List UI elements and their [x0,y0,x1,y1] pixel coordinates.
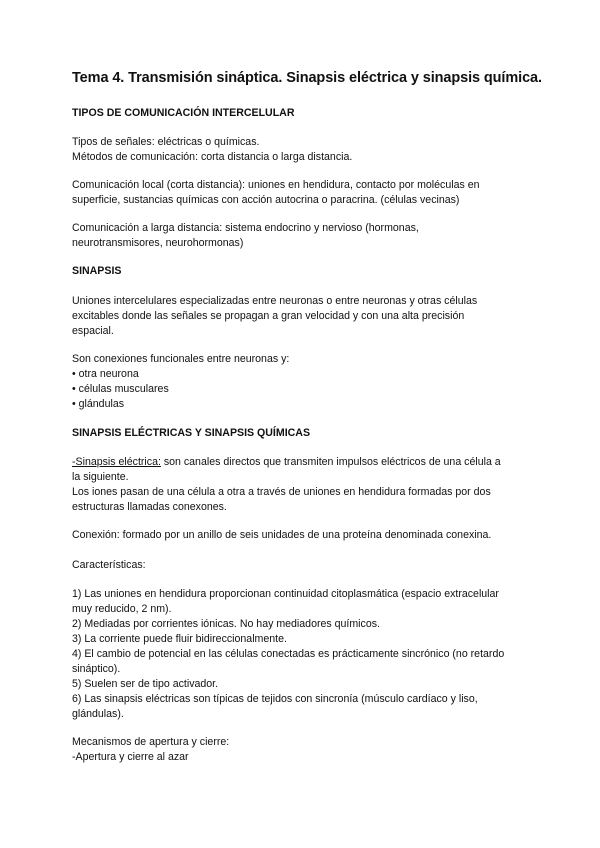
text-line: Tipos de señales: eléctricas o químicas. [72,136,260,148]
list-item: sináptico). [72,663,121,675]
paragraph-sinapsis-definicion [72,294,540,339]
list-item: • otra neurona [72,368,139,380]
text-line: espacial. [72,325,114,337]
paragraph-caracteristicas-label [72,558,540,573]
document-title: Tema 4. Transmisión sináptica. Sinapsis eléctrica y sinapsis química. [72,70,542,86]
list-item: muy reducido, 2 nm). [72,603,172,615]
text-line: Uniones intercelulares especializadas entre neuronas o entre neuronas y otras células [72,295,478,307]
paragraph-comunicacion-local [72,178,540,208]
list-item: 3) La corriente puede fluir bidireccionalmente. [72,633,287,645]
paragraph-mecanismos [72,735,540,765]
text-line: Métodos de comunicación: corta distancia o larga distancia. [72,151,353,163]
text-line: -Apertura y cierre al azar [72,751,189,763]
text-line: Mecanismos de apertura y cierre: [72,736,230,748]
text-line: neurotransmisores, neurohormonas) [72,237,244,249]
list-item: 2) Mediadas por corrientes iónicas. No hay mediadores químicos. [72,618,380,630]
paragraph-sinapsis-electrica [72,455,540,515]
list-item: • células musculares [72,383,169,395]
list-item: 6) Las sinapsis eléctricas son típicas de tejidos con sincronía (músculo cardíaco y liso, [72,693,478,705]
text-line: Características: [72,559,146,571]
section-heading-sinapsis-electricas-quimicas: SINAPSIS ELÉCTRICAS Y SINAPSIS QUÍMICAS [72,427,311,439]
text-line: Son conexiones funcionales entre neuronas y: [72,353,290,365]
caracteristicas-list [72,587,540,722]
text-line: la siguiente. [72,471,129,483]
list-item: 4) El cambio de potencial en las células conectadas es prácticamente sincrónico (no retardo [72,648,505,660]
text-line: excitables donde las señales se propagan a gran velocidad y con una alta precisión [72,310,465,322]
paragraph-conexiones-funcionales [72,352,540,412]
text-line: Comunicación local (corta distancia): uniones en hendidura, contacto por moléculas en [72,179,480,191]
text-line: superficie, sustancias químicas con acción autocrina o paracrina. (células vecinas) [72,194,460,206]
text-line: Comunicación a larga distancia: sistema endocrino y nervioso (hormonas, [72,222,419,234]
section-heading-sinapsis: SINAPSIS [72,265,122,277]
text-line [72,455,540,470]
paragraph-conexion [72,528,540,543]
list-item: • glándulas [72,398,125,410]
list-item: glándulas). [72,708,124,720]
paragraph-tipos-senales [72,135,540,165]
list-item: 1) Las uniones en hendidura proporcionan continuidad citoplasmática (espacio extracelular [72,588,499,600]
text-line: estructuras llamadas conexones. [72,501,227,513]
list-item: 5) Suelen ser de tipo activador. [72,678,219,690]
sinapsis-electrica-label: -Sinapsis eléctrica: [72,456,161,468]
sinapsis-electrica-text: son canales directos que transmiten impulsos eléctricos de una célula a [160,456,501,468]
section-heading-tipos-comunicacion: TIPOS DE COMUNICACIÓN INTERCELULAR [72,107,295,119]
text-line: Los iones pasan de una célula a otra a través de uniones en hendidura formadas por dos [72,486,491,498]
text-line: Conexión: formado por un anillo de seis unidades de una proteína denominada conexina. [72,529,492,541]
paragraph-comunicacion-larga [72,221,540,251]
